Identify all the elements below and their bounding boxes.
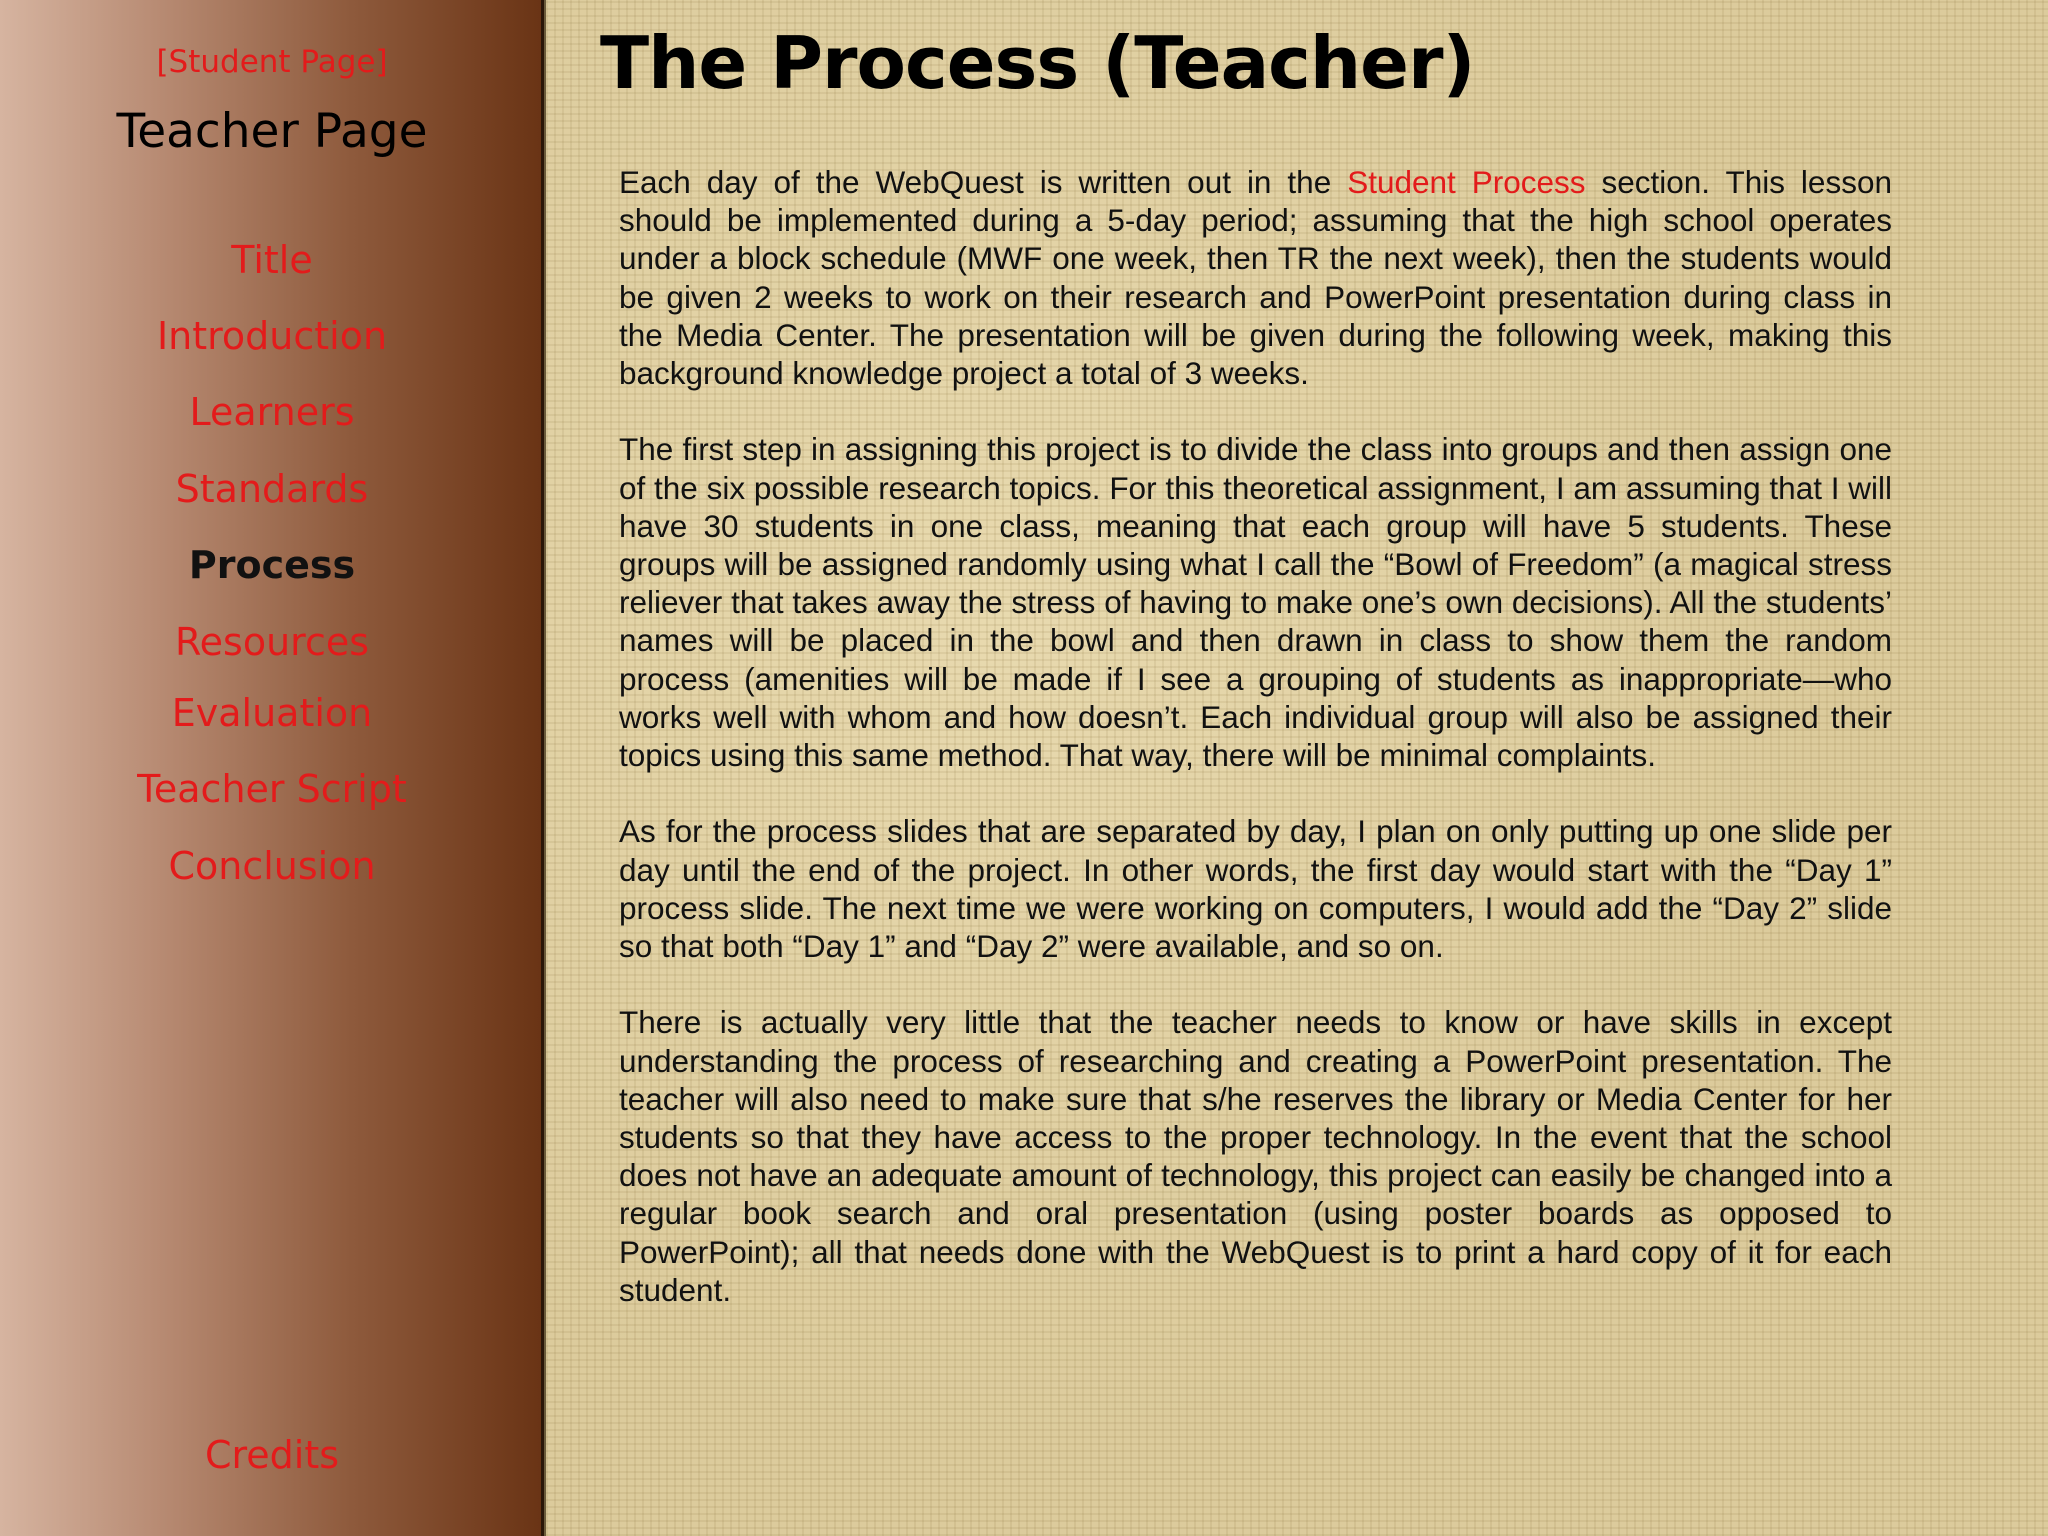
paragraph-schedule-text-start: Each day of the WebQuest is written out in the [619, 164, 1348, 200]
sidebar-item-conclusion[interactable]: Conclusion [168, 844, 376, 888]
sidebar-item-teacher-script[interactable]: Teacher Script [137, 767, 407, 811]
sidebar-item-credits[interactable]: Credits [204, 1433, 340, 1477]
sidebar-item-standards[interactable]: Standards [175, 467, 369, 511]
sidebar-item-resources[interactable]: Resources [174, 620, 370, 664]
paragraph-grouping: The first step in assigning this project is to divide the class into groups and then assign one of the six possible research topics. For this theoretical assignment, I am assuming that I will have 30 students in one class, meaning that each group will have 5 students. These groups will be assigned randomly using what I call the “Bowl of Freedom” (a magical stress reliever that takes away the stress of having to make one’s own decisions). All the students’ names will be placed in the bowl and then drawn in class to show them the random process (amenities will be made if I see a grouping of students as inappropriate—who works well with whom and how doesn’t. Each individual group will also be assigned their topics using this same method. That way, there will be minimal complaints. [619, 431, 1892, 774]
teacher-page-label: Teacher Page [116, 104, 428, 159]
sidebar-item-process-current: Process [188, 543, 356, 587]
paragraph-schedule [619, 163, 1892, 392]
student-page-link[interactable]: [Student Page] [156, 44, 388, 80]
sidebar-item-introduction[interactable]: Introduction [156, 314, 388, 358]
paragraph-teacher-requirements: There is actually very little that the teacher needs to know or have skills in except understanding the process of researching and creating a PowerPoint presentation. The teacher will also need to make sure that s/he reserves the library or Media Center for her students so that they have access to the proper technology. In the event that the school does not have an adequate amount of technology, this project can easily be changed into a regular book search and oral presentation (using poster boards as opposed to PowerPoint); all that needs done with the WebQuest is to print a hard copy of it for each student. [619, 1004, 1892, 1308]
page-title: The Process (Teacher) [600, 21, 1475, 105]
process-body [619, 163, 1892, 1347]
main-content [544, 0, 2048, 1536]
student-process-link[interactable]: Student Process [1347, 164, 1586, 200]
paragraph-schedule-text-end: section. This lesson should be implemented during a 5-day period; assuming that the high school operates under a block schedule (MWF one week, then TR the next week), then the students would be given 2 weeks to work on their research and PowerPoint presentation during class in the Media Center. The presentation will be given during the following week, making this background knowledge project a total of 3 weeks. [619, 164, 1892, 392]
sidebar-item-learners[interactable]: Learners [189, 390, 355, 434]
sidebar-nav [0, 0, 544, 1536]
sidebar-item-title[interactable]: Title [231, 238, 313, 282]
sidebar-item-evaluation[interactable]: Evaluation [171, 691, 373, 735]
paragraph-daily-slides: As for the process slides that are separated by day, I plan on only putting up one slide per day until the end of the project. In other words, the first day would start with the “Day 1” process slide. The next time we were working on computers, I would add the “Day 2” slide so that both “Day 1” and “Day 2” were available, and so on. [619, 813, 1892, 965]
